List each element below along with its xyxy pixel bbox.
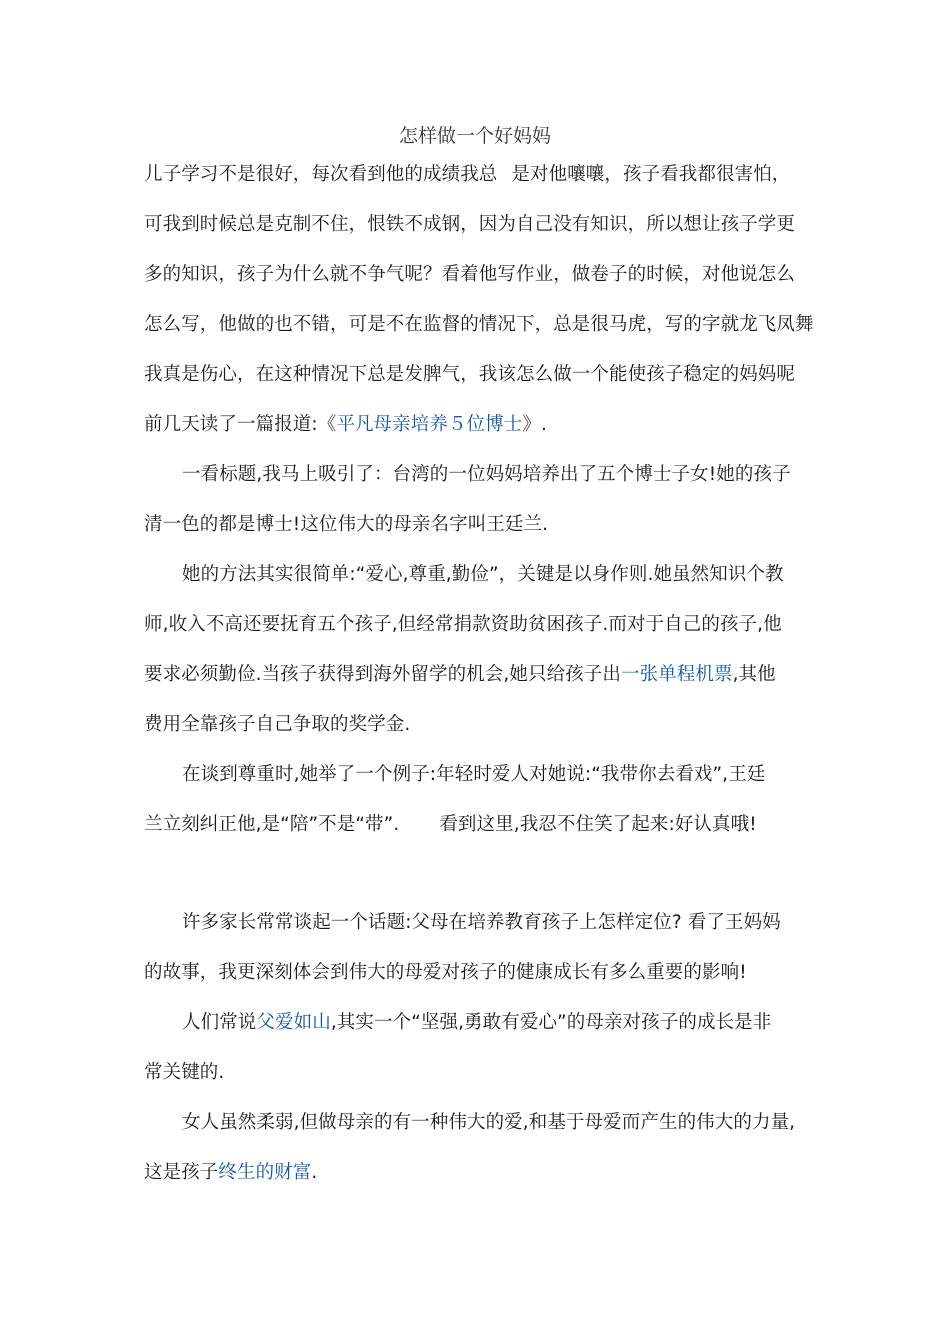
line-text: 》. (522, 414, 547, 435)
paragraph-line: 多的知识，孩子为什么就不争气呢？看着他写作业，做卷子的时候，对他说怎么 (144, 264, 796, 285)
line-text: 是对他嚷嚷，孩子看我都很害怕， (511, 164, 791, 185)
line-text: 人们常说 (182, 1012, 257, 1033)
paragraph-line (144, 160, 824, 190)
line-text: 要求必须勤俭.当孩子获得到海外留学的机会,她只给孩子出 (144, 664, 621, 685)
line-text: 看到这里,我忍不住笑了起来:好认真哦! (439, 814, 757, 835)
paragraph-line: 费用全靠孩子自己争取的奖学金. (144, 714, 411, 735)
paragraph-line (144, 660, 824, 690)
line-text: 兰立刻纠正他,是“陪”不是“带”. (144, 814, 400, 835)
paragraph-line (182, 1008, 862, 1038)
line-text: ,其他 (732, 664, 776, 685)
paragraph-line: 可我到时候总是克制不住，恨铁不成钢，因为自己没有知识，所以想让孩子学更 (144, 214, 796, 235)
paragraph-line (144, 1158, 824, 1188)
paragraph-line (144, 410, 824, 440)
paragraph-line: 一看标题,我马上吸引了：台湾的一位妈妈培养出了五个博士子女!她的孩子 (182, 464, 791, 485)
paragraph-line: 许多家长常常谈起一个话题:父母在培养教育孩子上怎样定位? 看了王妈妈 (182, 912, 781, 933)
paragraph-line: 的故事，我更深刻体会到伟大的母爱对孩子的健康成长有多么重要的影响! (144, 962, 747, 983)
paragraph-line: 怎么写，他做的也不错，可是不在监督的情况下，总是很马虎，写的字就龙飞凤舞 (144, 314, 814, 335)
lifelong-wealth-link[interactable]: 终生的财富 (218, 1162, 312, 1183)
line-text: 这是孩子 (144, 1162, 219, 1183)
line-text: . (311, 1162, 318, 1183)
article-link[interactable]: 平凡母亲培养５位博士 (336, 414, 523, 435)
father-love-link[interactable]: 父爱如山 (256, 1012, 331, 1033)
paragraph-line: 女人虽然柔弱,但做母亲的有一种伟大的爱,和基于母爱而产生的伟大的力量, (182, 1112, 796, 1133)
paragraph-line: 我真是伤心，在这种情况下总是发脾气，我该怎么做一个能使孩子稳定的妈妈呢 (144, 364, 796, 385)
line-text: 前几天读了一篇报道:《 (144, 414, 337, 435)
paragraph-line: 在谈到尊重时,她举了一个例子:年轻时爱人对她说:“我带你去看戏”,王廷 (182, 764, 766, 785)
line-text: ,其实一个“坚强,勇敢有爱心”的母亲对孩子的成长是非 (330, 1012, 772, 1033)
document-title: 怎样做一个好妈妈 (398, 125, 551, 147)
one-way-ticket-link[interactable]: 一张单程机票 (620, 664, 733, 685)
paragraph-line: 常关键的. (144, 1062, 225, 1083)
paragraph-line (144, 810, 824, 840)
paragraph-line: 她的方法其实很简单:“爱心,尊重,勤俭”，关键是以身作则.她虽然知识个教 (182, 564, 784, 585)
paragraph-line: 师,收入不高还要抚育五个孩子,但经常捐款资助贫困孩子.而对于自己的孩子,他 (144, 614, 782, 635)
paragraph-line: 清一色的都是博士!这位伟大的母亲名字叫王廷兰. (144, 514, 549, 535)
line-text: 儿子学习不是很好，每次看到他的成绩我总 (144, 164, 498, 185)
